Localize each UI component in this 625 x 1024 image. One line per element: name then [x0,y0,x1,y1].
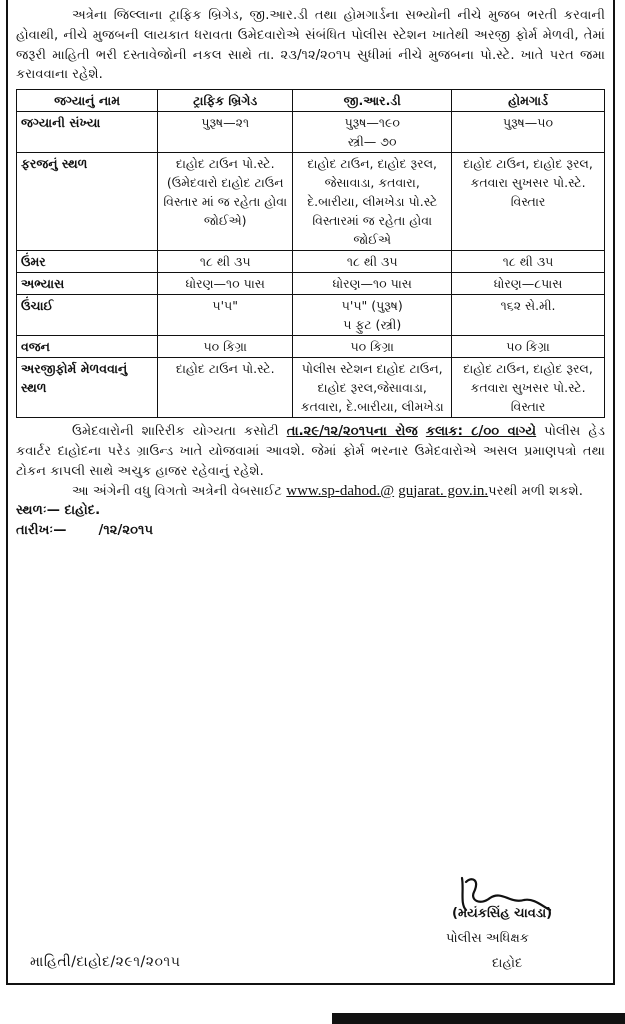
signatory-title: પોલીસ અધિક્ષક [446,931,529,946]
row-label: અભ્યાસ [17,273,158,295]
recruitment-notice [6,0,615,985]
table-cell: ૫૦ કિગ્રા [158,336,293,358]
signatory-place: દાહોદ [492,956,523,971]
website-lead: આ અંગેની વધુ વિગતો અત્રેની વેબસાઈટ [72,483,283,499]
table-header-row [17,90,605,112]
table-cell: દાહોદ ટાઉન પો.સ્ટે. [158,358,293,418]
table-row [17,336,605,358]
row-label: જગ્યાની સંખ્યા [17,112,158,153]
row-label: ફરજનું સ્થળ [17,153,158,251]
intro-text: અત્રેના જિલ્લાના ટ્રાફિક બ્રિગેડ, જી.આર.ડી તથા હોમગાર્ડના સભ્યોની નીચે મુજબ ભરતી કરવાની હોવાથી, નીચે મુજબની લાયકાત ધરાવતા ઉમેદવારોએ સંબંધિત પોલીસ સ્ટેશન ખાતેથી અરજી ફોર્મ મેળવી, તેમાં જરૂરી માહિતી ભરી દસ્તાવેજોની નકલ સાથે તા. ૨૩/૧૨/૨૦૧૫ સુધીમાં નીચે મુજબના પો.સ્ટે. ખાતે પરત જમા કરાવવાના રહેશે. [16,8,605,83]
row-label: ઉંચાઈ [17,295,158,336]
reference-number: માહિતી/દાહોદ/૨૯૧/૨૦૧૫ [30,954,181,970]
row-label: વજન [17,336,158,358]
table-header: જી.આર.ડી [293,90,452,112]
table-cell: પુરૂષ—૧૯૦ સ્ત્રી— ૭૦ [293,112,452,153]
test-lead: ઉમેદવારોની શારિરીક યોગ્યતા કસોટી [72,424,279,440]
test-paragraph [16,422,605,481]
row-label: અરજીફોર્મ મેળવવાનું સ્થળ [17,358,158,418]
table-header: ટ્રાફિક બ્રિગેડ [158,90,293,112]
row-label: ઉંમર [17,251,158,273]
test-date: તા.૨૯/૧૨/૨૦૧૫ના રોજ [286,424,418,440]
website-url-part2[interactable]: gujarat. gov.in. [398,482,489,499]
table-cell: પુરૂષ—૫૦ [452,112,605,153]
intro-paragraph [16,6,605,85]
table-row [17,112,605,153]
table-cell: દાહોદ ટાઉન, દાહોદ રૂરલ, કતવારા સુખસર પો.સ્ટે. વિસ્તાર [452,153,605,251]
test-details: પોલીસ હેડ કવાર્ટર દાહોદના પરેડ ગ્રાઉન્ડ ખાતે યોજવામાં આવશે. જેમાં ફોર્મ ભરનાર ઉમેદવારોએ અસલ પ્રમાણપત્રો તથા ટોકન કાપલી સાથે અચુક હાજર રહેવાનું રહેશે. [16,424,605,479]
date-line: તારીખઃ— /૧૨/૨૦૧૫ [16,523,154,539]
table-cell: ધોરણ—૧૦ પાસ [158,273,293,295]
table-cell: ૫૦ કિગ્રા [452,336,605,358]
place-line: સ્થળઃ— દાહોદ. [16,503,101,519]
table-cell: ૧૮ થી ૩૫ [293,251,452,273]
table-header: જગ્યાનું નામ [17,90,158,112]
table-cell: દાહોદ ટાઉન પો.સ્ટે. (ઉમેદવારો દાહોદ ટાઉન વિસ્તાર માં જ રહેતા હોવા જોઈએ) [158,153,293,251]
table-row [17,153,605,251]
table-header: હોમગાર્ડ [452,90,605,112]
table-row [17,295,605,336]
table-cell: દાહોદ ટાઉન, દાહોદ રૂરલ, જેસાવાડા, કતવારા, દે.બારીયા, લીમખેડા પો.સ્ટે વિસ્તારમાં જ રહેતા હોવા જોઈએ [293,153,452,251]
website-url-part1[interactable]: www.sp-dahod.@ [286,482,395,499]
table-cell: પુરૂષ—૨૧ [158,112,293,153]
table-cell: ૫'૫" [158,295,293,336]
table-cell: પોલીસ સ્ટેશન દાહોદ ટાઉન, દાહોદ રૂરલ,જેસાવાડા, કતવારા, દે.બારીયા, લીમખેડા [293,358,452,418]
website-paragraph [16,482,605,502]
test-time: કલાક: ૮/૦૦ વાગ્યે [425,424,537,440]
table-cell: ૫૦ કિગ્રા [293,336,452,358]
table-row [17,273,605,295]
table-cell: ધોરણ—૮પાસ [452,273,605,295]
bottom-black-bar [332,1013,625,1024]
table-row [17,251,605,273]
table-cell: ૫'૫" (પુરૂષ) ૫ ફુટ (સ્ત્રી) [293,295,452,336]
recruitment-table [16,89,605,418]
website-tail: પરથી મળી શકશે. [488,483,583,499]
table-cell: ૧૮ થી ૩૫ [158,251,293,273]
signatory-name: (મયંકસિંહ ચાવડા) [452,906,553,921]
table-cell: ૧૮ થી ૩૫ [452,251,605,273]
table-row [17,358,605,418]
table-cell: ધોરણ—૧૦ પાસ [293,273,452,295]
table-cell: ૧૬૨ સે.મી. [452,295,605,336]
signature-mark [450,870,560,930]
table-cell: દાહોદ ટાઉન, દાહોદ રૂરલ, કતવારા સુખસર પો.સ્ટે. વિસ્તાર [452,358,605,418]
